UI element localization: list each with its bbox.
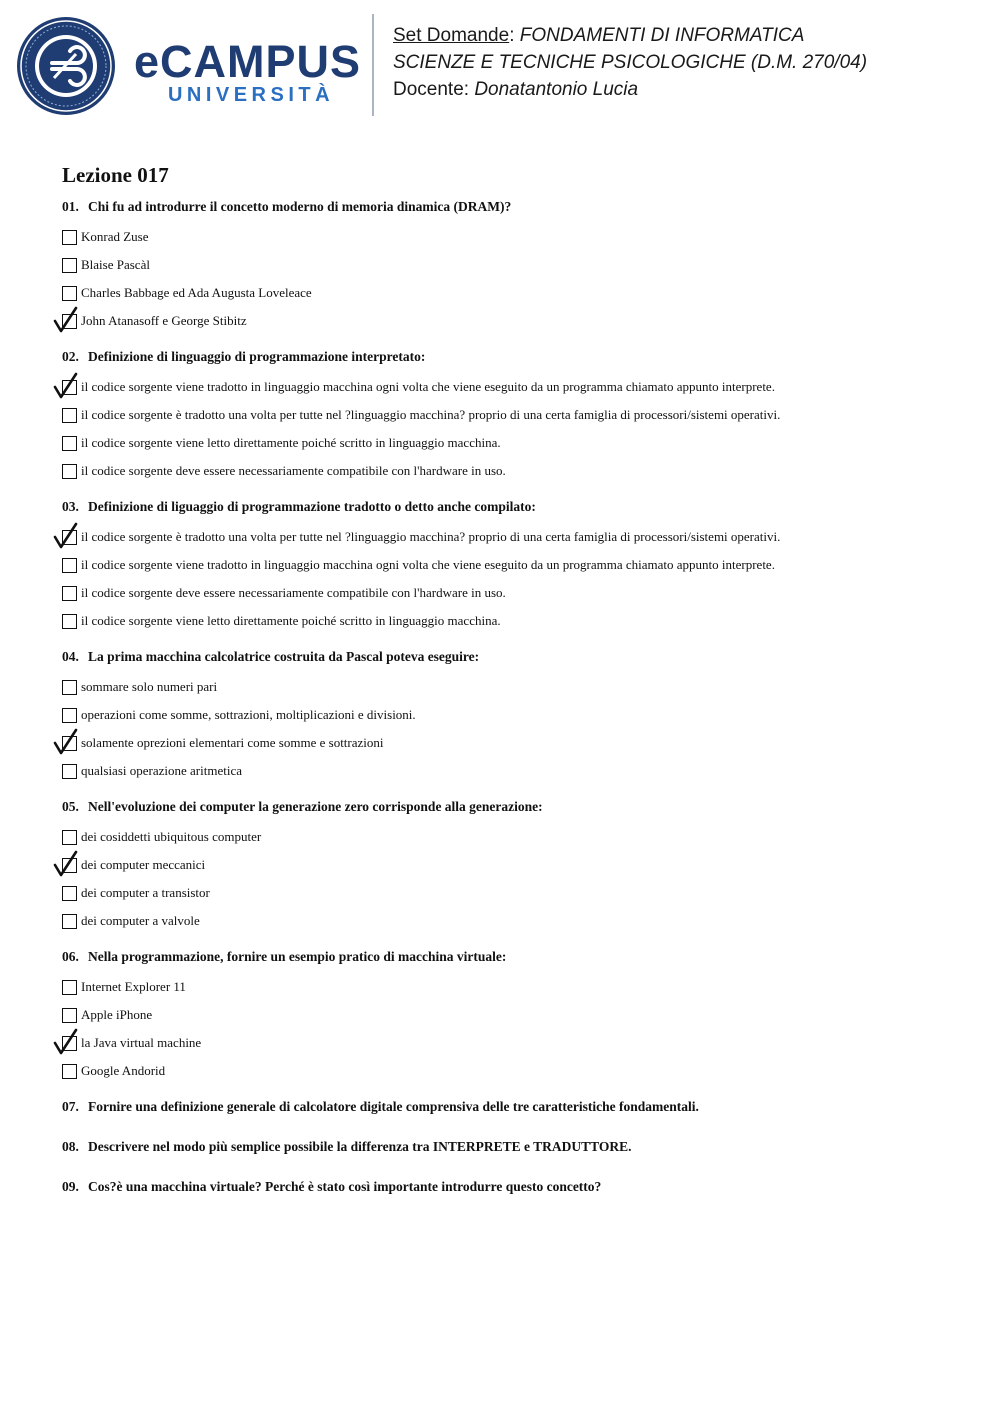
question-text: Nell'evoluzione dei computer la generazione zero corrisponde alla generazione: [88,799,543,814]
checkmark-icon [52,306,78,334]
checkmark-icon [52,728,78,756]
header-info [393,22,867,103]
checkmark-icon [52,372,78,400]
answer-option[interactable] [62,279,962,307]
answer-option[interactable] [62,907,962,935]
answer-text: qualsiasi operazione aritmetica [81,763,242,778]
checked-checkbox[interactable] [62,530,77,545]
checkbox[interactable] [62,764,77,779]
checkbox[interactable] [62,914,77,929]
checkbox[interactable] [62,408,77,423]
checkbox[interactable] [62,230,77,245]
course-line: Set Domande: FONDAMENTI DI INFORMATICA [393,25,805,46]
checkbox[interactable] [62,436,77,451]
question-title [62,498,962,516]
answer-text: Konrad Zuse [81,229,149,244]
answer-text: il codice sorgente viene letto direttamente poiché scritto in linguaggio macchina. [81,613,501,628]
ecampus-wordmark [134,36,362,107]
question-text: Definizione di linguaggio di programmazione interpretato: [88,349,426,364]
teacher-line [393,76,867,103]
question-number: 01. [62,199,79,214]
question-text: Fornire una definizione generale di calcolatore digitale comprensiva delle tre caratteristiche fondamentali. [88,1099,699,1114]
checked-checkbox[interactable] [62,380,77,395]
question-text: Definizione di liguaggio di programmazione tradotto o detto anche compilato: [88,499,536,514]
answer-option[interactable] [62,373,962,401]
question-title [62,1178,962,1196]
answer-text: il codice sorgente è tradotto una volta per tutte nel ?linguaggio macchina? proprio di una certa famiglia di processori/sistemi operativi. [81,529,781,544]
answer-option[interactable] [62,429,962,457]
question-block [62,1098,962,1116]
answer-text: John Atanasoff e George Stibitz [81,313,247,328]
question-number: 07. [62,1099,79,1114]
degree-name: SCIENZE E TECNICHE PSICOLOGICHE (D.M. 270/04) [393,52,868,73]
checkbox[interactable] [62,464,77,479]
answer-text: Internet Explorer 11 [81,979,186,994]
answer-option[interactable] [62,701,962,729]
checkbox[interactable] [62,258,77,273]
checkbox[interactable] [62,980,77,995]
question-block [62,1178,962,1196]
question-text: Cos?è una macchina virtuale? Perché è stato così importante introdurre questo concetto? [88,1179,602,1194]
answer-option[interactable] [62,1057,962,1085]
checked-checkbox[interactable] [62,314,77,329]
answer-text: la Java virtual machine [81,1035,202,1050]
answer-text: solamente oprezioni elementari come somme e sottrazioni [81,735,384,750]
answer-text: il codice sorgente viene letto direttamente poiché scritto in linguaggio macchina. [81,435,501,450]
checked-checkbox[interactable] [62,1036,77,1051]
question-block [62,798,962,935]
question-text: La prima macchina calcolatrice costruita da Pascal poteva eseguire: [88,649,480,664]
question-number: 09. [62,1179,79,1194]
answer-option[interactable] [62,551,962,579]
answer-text: il codice sorgente viene tradotto in linguaggio macchina ogni volta che viene eseguito da un programma chiamato appunto interprete. [81,379,775,394]
answer-option[interactable] [62,579,962,607]
checkbox[interactable] [62,558,77,573]
question-title [62,798,962,816]
teacher-name: Donatantonio Lucia [474,79,639,100]
answer-option[interactable] [62,757,962,785]
answer-option[interactable] [62,973,962,1001]
answer-option[interactable] [62,879,962,907]
question-number: 05. [62,799,79,814]
question-text: Descrivere nel modo più semplice possibile la differenza tra INTERPRETE e TRADUTTORE. [88,1139,632,1154]
question-title [62,198,962,216]
header-divider [372,14,374,116]
question-title [62,348,962,366]
checked-checkbox[interactable] [62,858,77,873]
checkbox[interactable] [62,614,77,629]
answer-text: operazioni come somme, sottrazioni, moltiplicazioni e divisioni. [81,707,416,722]
answer-option[interactable] [62,673,962,701]
answer-text: il codice sorgente è tradotto una volta per tutte nel ?linguaggio macchina? proprio di una certa famiglia di processori/sistemi operativi. [81,407,781,422]
question-title [62,1098,962,1116]
answer-option[interactable] [62,223,962,251]
question-title [62,1138,962,1156]
checkbox[interactable] [62,708,77,723]
question-block [62,948,962,1085]
question-title [62,948,962,966]
answer-text: dei computer meccanici [81,857,206,872]
brand-subtitle: UNIVERSITÀ [167,84,335,106]
checkbox[interactable] [62,1008,77,1023]
ecampus-seal-logo [16,16,116,116]
lesson-title: Lezione 017 [62,163,169,187]
question-block [62,198,962,335]
question-block [62,1138,962,1156]
checkmark-icon [52,1028,78,1056]
answer-text: il codice sorgente deve essere necessariamente compatibile con l'hardware in uso. [81,585,506,600]
question-block [62,348,962,485]
answer-text: Apple iPhone [81,1007,153,1022]
question-number: 03. [62,499,79,514]
answer-option[interactable] [62,1001,962,1029]
answer-text: sommare solo numeri pari [81,679,218,694]
answer-option[interactable] [62,729,962,757]
checkbox[interactable] [62,830,77,845]
teacher-label: Docente: [393,79,470,100]
question-number: 04. [62,649,79,664]
question-text: Chi fu ad introdurre il concetto moderno di memoria dinamica (DRAM)? [88,199,512,214]
answer-text: dei cosiddetti ubiquitous computer [81,829,262,844]
answer-option[interactable] [62,1029,962,1057]
question-block [62,498,962,635]
answer-text: Google Andorid [81,1063,166,1078]
set-label: Set Domande [393,25,510,46]
answer-option[interactable] [62,401,962,429]
question-list [62,160,962,1218]
checkbox[interactable] [62,886,77,901]
answer-option[interactable] [62,823,962,851]
course-name: FONDAMENTI DI INFORMATICA [519,25,805,46]
answer-option[interactable] [62,523,962,551]
answer-text: il codice sorgente deve essere necessariamente compatibile con l'hardware in uso. [81,463,506,478]
answer-text: Blaise Pascàl [81,257,150,272]
question-number: 02. [62,349,79,364]
checkmark-icon [52,850,78,878]
answer-text: dei computer a transistor [81,885,210,900]
question-title [62,648,962,666]
answer-text: il codice sorgente viene tradotto in linguaggio macchina ogni volta che viene eseguito da un programma chiamato appunto interprete. [81,557,775,572]
checkbox[interactable] [62,586,77,601]
checkbox[interactable] [62,1064,77,1079]
question-text: Nella programmazione, fornire un esempio pratico di macchina virtuale: [88,949,507,964]
checkbox[interactable] [62,680,77,695]
question-number: 08. [62,1139,79,1154]
answer-option[interactable] [62,307,962,335]
question-number: 06. [62,949,79,964]
checkbox[interactable] [62,286,77,301]
answer-option[interactable] [62,457,962,485]
answer-text: Charles Babbage ed Ada Augusta Loveleace [81,285,312,300]
answer-option[interactable] [62,607,962,635]
page-header [0,0,1000,125]
answer-text: dei computer a valvole [81,913,200,928]
question-block [62,648,962,785]
brand-name: eCAMPUS [134,36,362,87]
checked-checkbox[interactable] [62,736,77,751]
answer-option[interactable] [62,851,962,879]
checkmark-icon [52,522,78,550]
answer-option[interactable] [62,251,962,279]
